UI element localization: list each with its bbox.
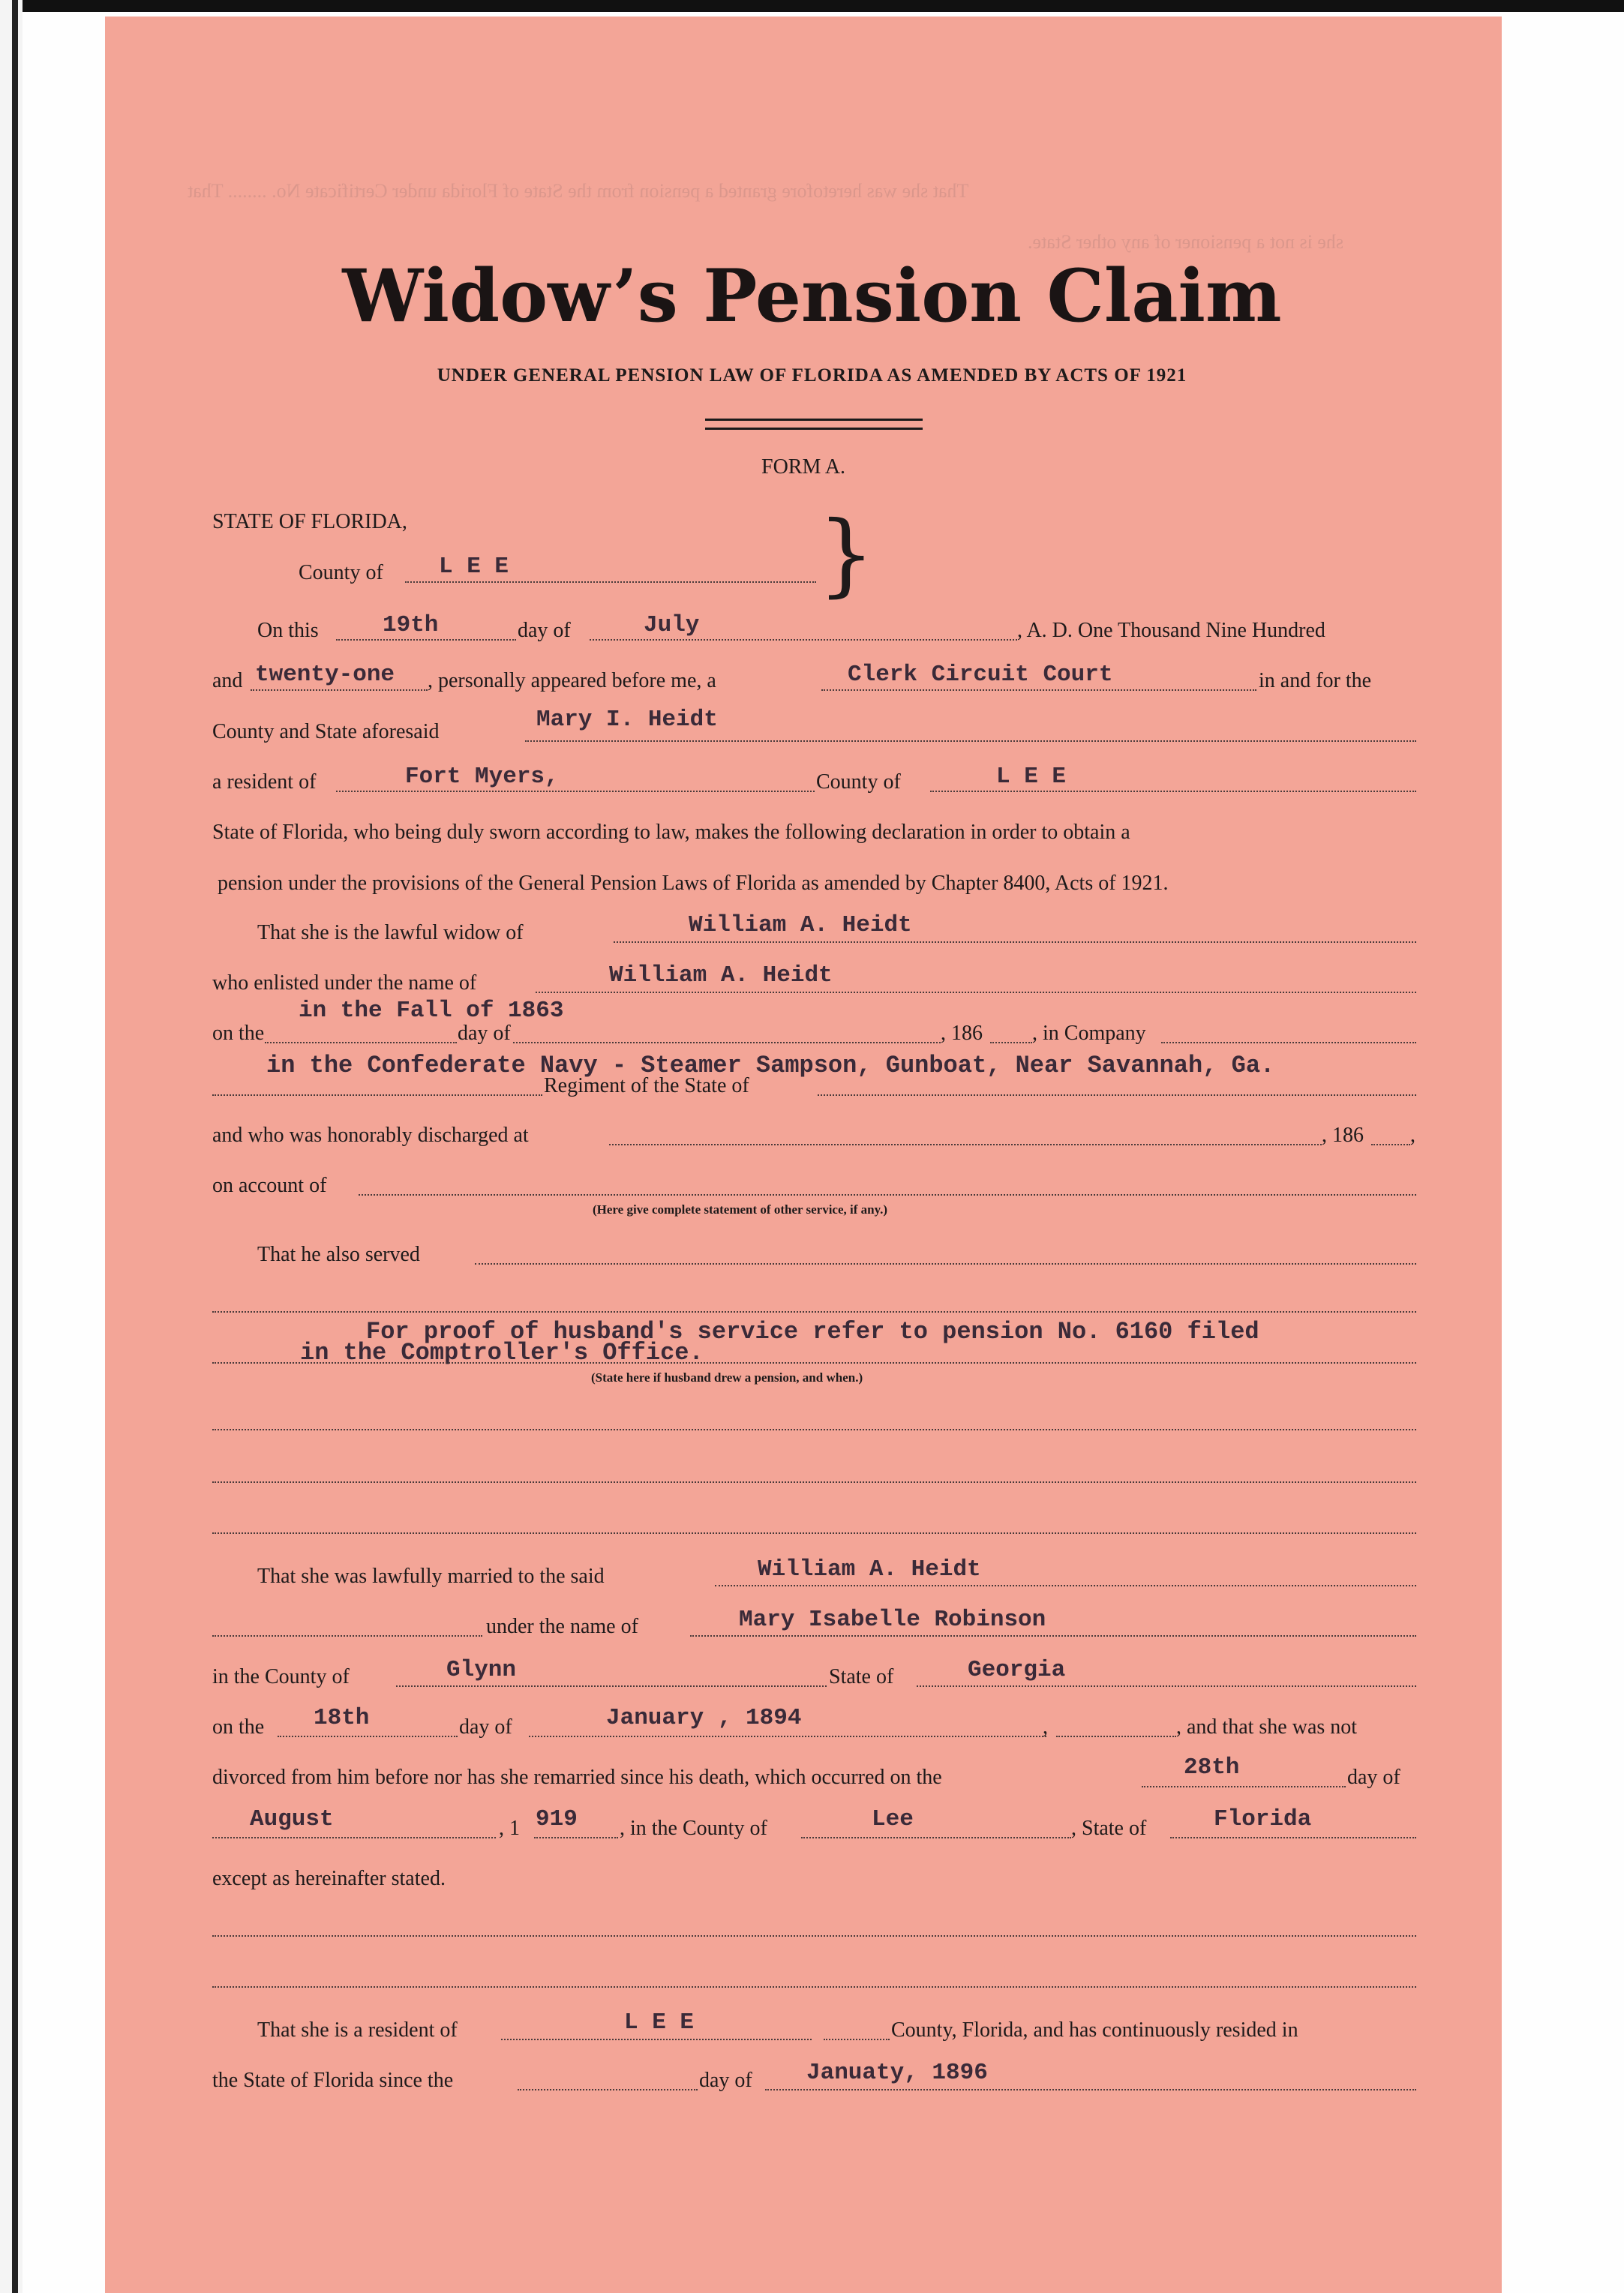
declaration-line-1: State of Florida, who being duly sworn according to law, makes the following declaration in order to obtain a xyxy=(212,821,1130,844)
state-of-label-2: , State of xyxy=(1071,1817,1147,1840)
county-married-field-line xyxy=(396,1685,827,1687)
marriage-day-field-line xyxy=(278,1736,458,1737)
enlist-month-field-line xyxy=(513,1042,941,1043)
pension-line-2 xyxy=(212,1429,1416,1430)
resident-label: a resident of xyxy=(212,770,317,794)
proof-field-line xyxy=(212,1362,1416,1364)
other-service-note: (Here give complete statement of other service, if any.) xyxy=(593,1202,888,1217)
day-of-label-5: day of xyxy=(699,2069,752,2092)
on-the-label-2: on the xyxy=(212,1715,265,1739)
county2-value: L E E xyxy=(996,764,1067,790)
in-company-label: , in Company xyxy=(1032,1022,1146,1045)
death-year-field-line xyxy=(534,1837,618,1838)
pension-line-4 xyxy=(212,1532,1416,1534)
since-day-field-line xyxy=(518,2089,698,2090)
state-married-field-line xyxy=(917,1685,1416,1687)
scan-left-border xyxy=(0,0,23,2293)
claimant-field-line xyxy=(525,740,1416,742)
pension-form-sheet xyxy=(105,17,1502,2293)
proof-line-1: For proof of husband's service refer to pension No. 6160 filed xyxy=(366,1318,1259,1346)
declaration-line-2: pension under the provisions of the General Pension Laws of Florida as amended by Chapter 8400, Acts of 1921. xyxy=(218,872,1169,895)
day-of-label: day of xyxy=(518,619,571,642)
divorced-line: divorced from him before nor has she remarried since his death, which occurred on the xyxy=(212,1766,942,1789)
officer-value: Clerk Circuit Court xyxy=(848,662,1113,688)
discharged-year-field-line xyxy=(1371,1144,1410,1145)
since-label: the State of Florida since the xyxy=(212,2069,454,2092)
marriage-year-field-line xyxy=(1056,1736,1176,1737)
marriage-comma: , xyxy=(1043,1715,1048,1739)
also-served-label: That he also served xyxy=(257,1243,420,1266)
service-line-2 xyxy=(212,1311,1416,1313)
resident2-field-line xyxy=(501,2039,812,2040)
form-subtitle: UNDER GENERAL PENSION LAW OF FLORIDA AS AMENDED BY ACTS OF 1921 xyxy=(437,365,1187,386)
county-married-value: Glynn xyxy=(446,1657,517,1683)
year-field-line xyxy=(251,689,428,691)
day-value: 19th xyxy=(383,612,439,638)
day-field-line xyxy=(336,639,516,641)
discharged-field-line xyxy=(609,1144,1322,1145)
except-line-2 xyxy=(212,1986,1416,1988)
county-florida-text: County, Florida, and has continuously resided in xyxy=(891,2018,1298,2042)
form-label: FORM A. xyxy=(761,455,846,479)
county-value: L E E xyxy=(439,554,509,580)
except-line: except as hereinafter stated. xyxy=(212,1867,446,1890)
day-of-label-4: day of xyxy=(1347,1766,1400,1789)
pension-line-3 xyxy=(212,1481,1416,1483)
appeared-text: , personally appeared before me, a xyxy=(428,669,716,692)
except-line-1 xyxy=(212,1935,1416,1937)
county2-field-line xyxy=(930,791,1416,792)
resident-value: Fort Myers, xyxy=(405,764,559,790)
death-day-value: 28th xyxy=(1184,1754,1240,1781)
resident-field-line xyxy=(336,791,815,792)
maiden-value: Mary Isabelle Robinson xyxy=(739,1607,1046,1633)
form-title: Widow’s Pension Claim xyxy=(342,254,1282,338)
discharged-comma: , xyxy=(1410,1124,1415,1147)
widow-field-line xyxy=(614,941,1416,943)
county-of-label: County of xyxy=(816,770,901,794)
death-year-value: 919 xyxy=(536,1806,578,1832)
venue-brace: } xyxy=(818,503,875,607)
death-month-field-line xyxy=(212,1837,496,1838)
under-name-label: under the name of xyxy=(486,1615,638,1638)
account-field-line xyxy=(359,1194,1416,1196)
on-the-label: on the xyxy=(212,1022,265,1045)
company-field-line xyxy=(1161,1042,1416,1043)
enlisted-value: William A. Heidt xyxy=(609,962,833,989)
year-186-label: , 186 xyxy=(941,1022,983,1045)
widow-label: That she is the lawful widow of xyxy=(257,921,524,944)
in-county-label: in the County of xyxy=(212,1665,350,1688)
show-through-line-1: That she was heretofore granted a pension from the State of Florida under Certificate No. ........ That xyxy=(188,180,969,202)
not-divorced-text: , and that she was not xyxy=(1176,1715,1358,1739)
state-label: STATE OF FLORIDA, xyxy=(212,510,407,533)
account-label: on account of xyxy=(212,1174,327,1197)
and-label: and xyxy=(212,669,243,692)
year-value: twenty-one xyxy=(255,662,395,688)
widow-value: William A. Heidt xyxy=(689,912,912,938)
enlisted-field-line xyxy=(536,992,1416,993)
also-served-field-line xyxy=(475,1263,1416,1265)
in-and-for-text: in and for the xyxy=(1259,669,1372,692)
officer-field-line xyxy=(821,689,1256,691)
death-county-value: Lee xyxy=(872,1806,914,1832)
month-value: July xyxy=(644,612,700,638)
day-of-label-3: day of xyxy=(459,1715,512,1739)
day-of-label-2: day of xyxy=(458,1022,511,1045)
marriage-day-value: 18th xyxy=(314,1705,370,1731)
regiment-field-line-right xyxy=(818,1094,1416,1096)
death-month-value: August xyxy=(250,1806,334,1832)
maiden-field-line xyxy=(690,1635,1416,1637)
month-field-line xyxy=(590,639,1017,641)
in-county-label-2: , in the County of xyxy=(620,1817,767,1840)
resident2-field-line-b xyxy=(824,2039,890,2040)
enlisted-label: who enlisted under the name of xyxy=(212,971,477,995)
under-name-lead-line xyxy=(212,1635,482,1637)
enlist-day-field-line xyxy=(265,1042,457,1043)
county-field-line xyxy=(405,581,816,583)
title-rule-1 xyxy=(705,419,923,421)
death-county-field-line xyxy=(801,1837,1071,1838)
scan-top-border xyxy=(0,0,1624,12)
on-this-label: On this xyxy=(257,619,319,642)
regiment-label: Regiment of the State of xyxy=(544,1074,749,1097)
pension-note: (State here if husband drew a pension, and when.) xyxy=(591,1370,863,1385)
marriage-date-value: January , 1894 xyxy=(606,1705,802,1731)
since-value: Januaty, 1896 xyxy=(806,2060,988,2086)
claimant-value: Mary I. Heidt xyxy=(536,707,718,733)
county-state-label: County and State aforesaid xyxy=(212,720,440,743)
year-prefix: , 1 xyxy=(499,1817,520,1840)
enlist-date-value: in the Fall of 1863 xyxy=(299,998,564,1024)
death-state-field-line xyxy=(1170,1837,1416,1838)
state-married-value: Georgia xyxy=(968,1657,1066,1683)
married-field-line xyxy=(715,1585,1416,1586)
discharged-label: and who was honorably discharged at xyxy=(212,1124,529,1147)
since-date-field-line xyxy=(765,2089,1416,2090)
resident2-label: That she is a resident of xyxy=(257,2018,458,2042)
discharged-suffix: , 186 xyxy=(1322,1124,1364,1147)
regiment-field-line-left xyxy=(212,1094,542,1096)
death-state-value: Florida xyxy=(1214,1806,1312,1832)
resident2-value: L E E xyxy=(624,2009,695,2036)
regiment-value: in the Confederate Navy - Steamer Sampson, Gunboat, Near Savannah, Ga. xyxy=(266,1052,1275,1079)
enlist-year-field-line xyxy=(990,1042,1032,1043)
death-day-field-line xyxy=(1142,1786,1346,1787)
married-value: William A. Heidt xyxy=(758,1556,981,1583)
title-rule-2 xyxy=(705,428,923,430)
married-label: That she was lawfully married to the said xyxy=(257,1565,605,1588)
ad-text: , A. D. One Thousand Nine Hundred xyxy=(1017,619,1325,642)
proof-line-2: in the Comptroller's Office. xyxy=(300,1339,704,1367)
state-of-label: State of xyxy=(829,1665,894,1688)
show-through-line-2: she is not a pensioner of any other State. xyxy=(1028,231,1343,253)
county-label: County of xyxy=(299,561,383,584)
marriage-date-field-line xyxy=(529,1736,1046,1737)
